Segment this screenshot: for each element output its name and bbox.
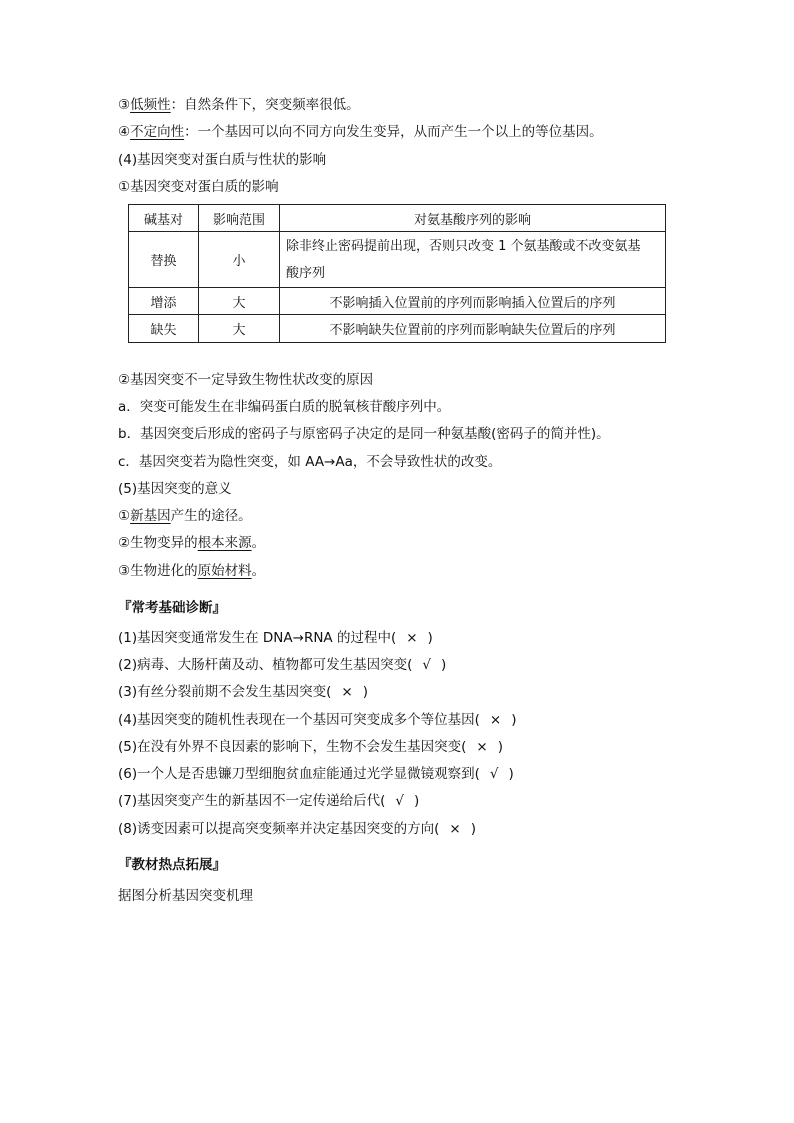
diagnosis-item: (3)有丝分裂前期不会发生基因突变( × ) — [118, 684, 368, 700]
significance-1: ①新基因产生的途径。 — [118, 508, 252, 524]
mutation-effect-table — [128, 204, 666, 343]
trait-undirected: ④不定向性：一个基因可以向不同方向发生变异，从而产生一个以上的等位基因。 — [118, 124, 603, 140]
header-base-pair: 碱基对 — [129, 205, 199, 232]
diagnosis-item: (4)基因突变的随机性表现在一个基因可突变成多个等位基因( × ) — [118, 712, 517, 728]
answer-mark: × — [476, 739, 488, 755]
significance-3: ③生物进化的原始材料。 — [118, 563, 266, 579]
table-header-row — [129, 205, 666, 232]
answer-mark: × — [449, 821, 461, 837]
diagnosis-heading: 『常考基础诊断』 — [118, 600, 226, 616]
table-row: 缺失 大 不影响缺失位置前的序列而影响缺失位置后的序列 — [129, 315, 666, 343]
answer-mark: × — [489, 712, 502, 728]
answer-mark: √ — [422, 657, 431, 673]
reason-b: b．基因突变后形成的密码子与原密码子决定的是同一种氨基酸(密码子的简并性)。 — [118, 426, 610, 442]
reason-c: c．基因突变若为隐性突变，如 AA→Aa，不会导致性状的改变。 — [118, 454, 502, 470]
extension-heading: 『教材热点拓展』 — [118, 857, 226, 873]
diagnosis-item: (1)基因突变通常发生在 DNA→RNA 的过程中( × ) — [118, 630, 433, 646]
significance-2: ②生物变异的根本来源。 — [118, 535, 266, 551]
diagnosis-item: (2)病毒、大肠杆菌及动、植物都可发生基因突变( √ ) — [118, 657, 447, 673]
header-range: 影响范围 — [199, 205, 280, 232]
header-effect: 对氨基酸序列的影响 — [280, 205, 666, 232]
extension-text: 据图分析基因突变机理 — [118, 888, 253, 904]
term-undirected: 不定向性 — [130, 124, 185, 140]
answer-mark: √ — [395, 793, 404, 809]
subsection-protein-effect: ①基因突变对蛋白质的影响 — [118, 179, 279, 195]
section-4-title: (4)基因突变对蛋白质与性状的影响 — [118, 152, 327, 168]
answer-mark: √ — [489, 766, 499, 782]
answer-mark: × — [341, 684, 353, 700]
diagnosis-item: (5)在没有外界不良因素的影响下，生物不会发生基因突变( × ) — [118, 739, 503, 755]
reason-a: a．突变可能发生在非编码蛋白质的脱氧核苷酸序列中。 — [118, 399, 451, 415]
diagnosis-item: (7)基因突变产生的新基因不一定传递给后代( √ ) — [118, 793, 420, 809]
significance-title: (5)基因突变的意义 — [118, 481, 232, 497]
reasons-title: ②基因突变不一定导致生物性状改变的原因 — [118, 372, 374, 388]
table-row: 增添 大 不影响插入位置前的序列而影响插入位置后的序列 — [129, 288, 666, 315]
diagnosis-item: (6)一个人是否患镰刀型细胞贫血症能通过光学显微镜观察到( √ ) — [118, 766, 514, 782]
trait-low-frequency: ③低频性：自然条件下，突变频率很低。 — [118, 97, 360, 113]
diagnosis-item: (8)诱变因素可以提高突变频率并决定基因突变的方向( × ) — [118, 821, 476, 837]
table-row: 替换 小 除非终止密码提前出现，否则只改变 1 个氨基酸或不改变氨基 酸序列 — [129, 232, 666, 288]
term-low-frequency: 低频性 — [130, 97, 171, 113]
answer-mark: × — [406, 630, 418, 646]
